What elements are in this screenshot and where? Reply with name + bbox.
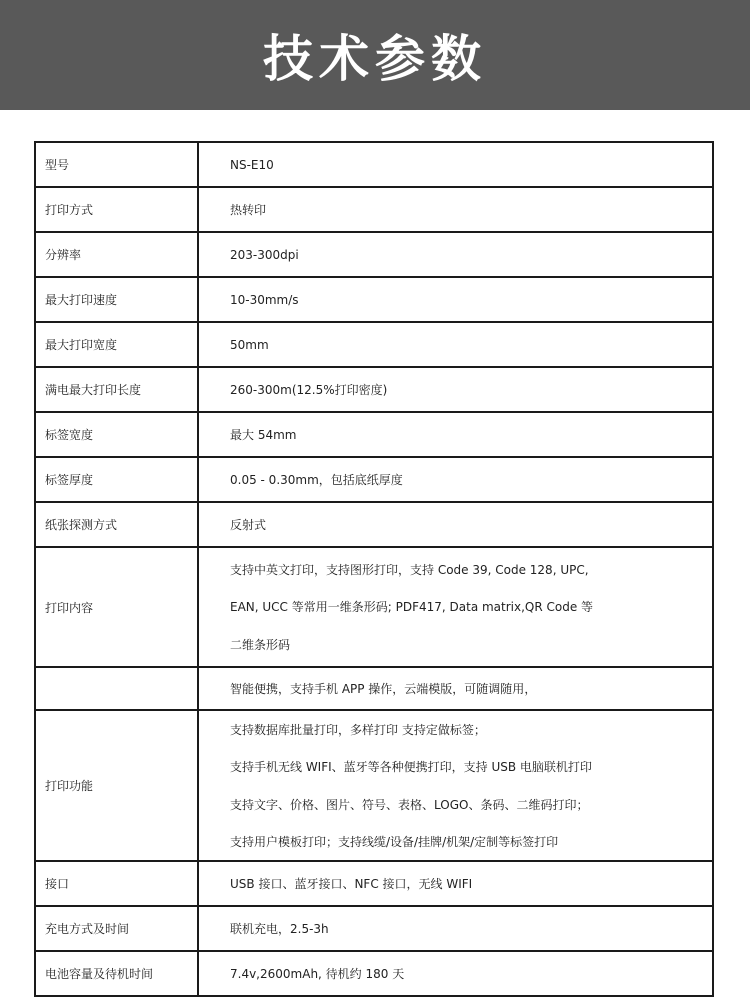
spec-row <box>35 547 713 667</box>
spec-label: 纸张探测方式 <box>35 502 198 547</box>
spec-value <box>198 142 713 187</box>
spec-value-line: 联机充电，2.5-3h <box>230 922 329 937</box>
spec-label: 满电最大打印长度 <box>35 367 198 412</box>
spec-label: 型号 <box>35 142 198 187</box>
spec-value-line: 7.4v,2600mAh, 待机约 180 天 <box>230 967 405 982</box>
spec-value <box>198 277 713 322</box>
spec-value-line: 203-300dpi <box>230 247 299 262</box>
spec-label: 标签宽度 <box>35 412 198 457</box>
spec-value-line: 0.05 - 0.30mm，包括底纸厚度 <box>230 473 403 487</box>
spec-value-line: 最大 54mm <box>230 428 297 442</box>
spec-table-body <box>35 142 713 996</box>
spec-row <box>35 232 713 277</box>
spec-label: 打印内容 <box>35 547 198 667</box>
spec-row <box>35 277 713 322</box>
spec-row <box>35 710 713 861</box>
spec-value-line: USB 接口、蓝牙接口、NFC 接口，无线 WIFI <box>230 877 473 892</box>
spec-row <box>35 502 713 547</box>
spec-value-line: 支持文字、价格、图片、符号、表格、LOGO、条码、二维码打印； <box>230 797 589 812</box>
spec-value <box>198 187 713 232</box>
spec-value <box>198 667 713 710</box>
spec-value-line: 支持手机无线 WIFI、蓝牙等各种便携打印，支持 USB 电脑联机打印 <box>230 760 592 775</box>
spec-value-line: 反射式 <box>230 518 267 532</box>
spec-row <box>35 667 713 710</box>
page-title: 技术参数 <box>263 30 487 88</box>
spec-row <box>35 951 713 996</box>
spec-value <box>198 322 713 367</box>
spec-row <box>35 412 713 457</box>
spec-value <box>198 232 713 277</box>
spec-row <box>35 906 713 951</box>
spec-label: 接口 <box>35 861 198 906</box>
spec-row <box>35 322 713 367</box>
spec-label: 充电方式及时间 <box>35 906 198 951</box>
spec-label: 最大打印速度 <box>35 277 198 322</box>
spec-table <box>34 141 714 997</box>
spec-value-line: 二维条形码 <box>230 637 291 652</box>
spec-value <box>198 951 713 996</box>
spec-value-line: 10-30mm/s <box>230 292 299 307</box>
spec-value <box>198 457 713 502</box>
spec-value <box>198 367 713 412</box>
page-header <box>0 0 750 110</box>
spec-value <box>198 547 713 667</box>
spec-value-line: 热转印 <box>230 203 267 217</box>
spec-value <box>198 861 713 906</box>
spec-value <box>198 710 713 861</box>
spec-label: 打印方式 <box>35 187 198 232</box>
spec-value <box>198 906 713 951</box>
spec-row <box>35 187 713 232</box>
spec-row <box>35 457 713 502</box>
spec-row <box>35 367 713 412</box>
spec-value-line: NS-E10 <box>230 157 274 172</box>
spec-label: 分辨率 <box>35 232 198 277</box>
spec-value-line: 支持中英文打印，支持图形打印，支持 Code 39, Code 128, UPC, <box>230 563 589 578</box>
spec-label: 标签厚度 <box>35 457 198 502</box>
spec-value-line: EAN, UCC 等常用一维条形码; PDF417, Data matrix,QR Code 等 <box>230 600 594 615</box>
spec-label <box>35 667 198 710</box>
spec-value-line: 支持用户模板打印；支持线缆/设备/挂牌/机架/定制等标签打印 <box>230 835 559 850</box>
spec-label: 最大打印宽度 <box>35 322 198 367</box>
spec-row <box>35 142 713 187</box>
spec-label: 打印功能 <box>35 710 198 861</box>
spec-value-line: 50mm <box>230 337 269 352</box>
spec-value-line: 260-300m(12.5%打印密度) <box>230 383 388 397</box>
spec-row <box>35 861 713 906</box>
spec-value <box>198 412 713 457</box>
spec-value <box>198 502 713 547</box>
spec-label: 电池容量及待机时间 <box>35 951 198 996</box>
spec-value-line: 支持数据库批量打印，多样打印 支持定做标签； <box>230 723 486 738</box>
spec-value-line: 智能便携，支持手机 APP 操作，云端模版，可随调随用， <box>230 682 537 696</box>
